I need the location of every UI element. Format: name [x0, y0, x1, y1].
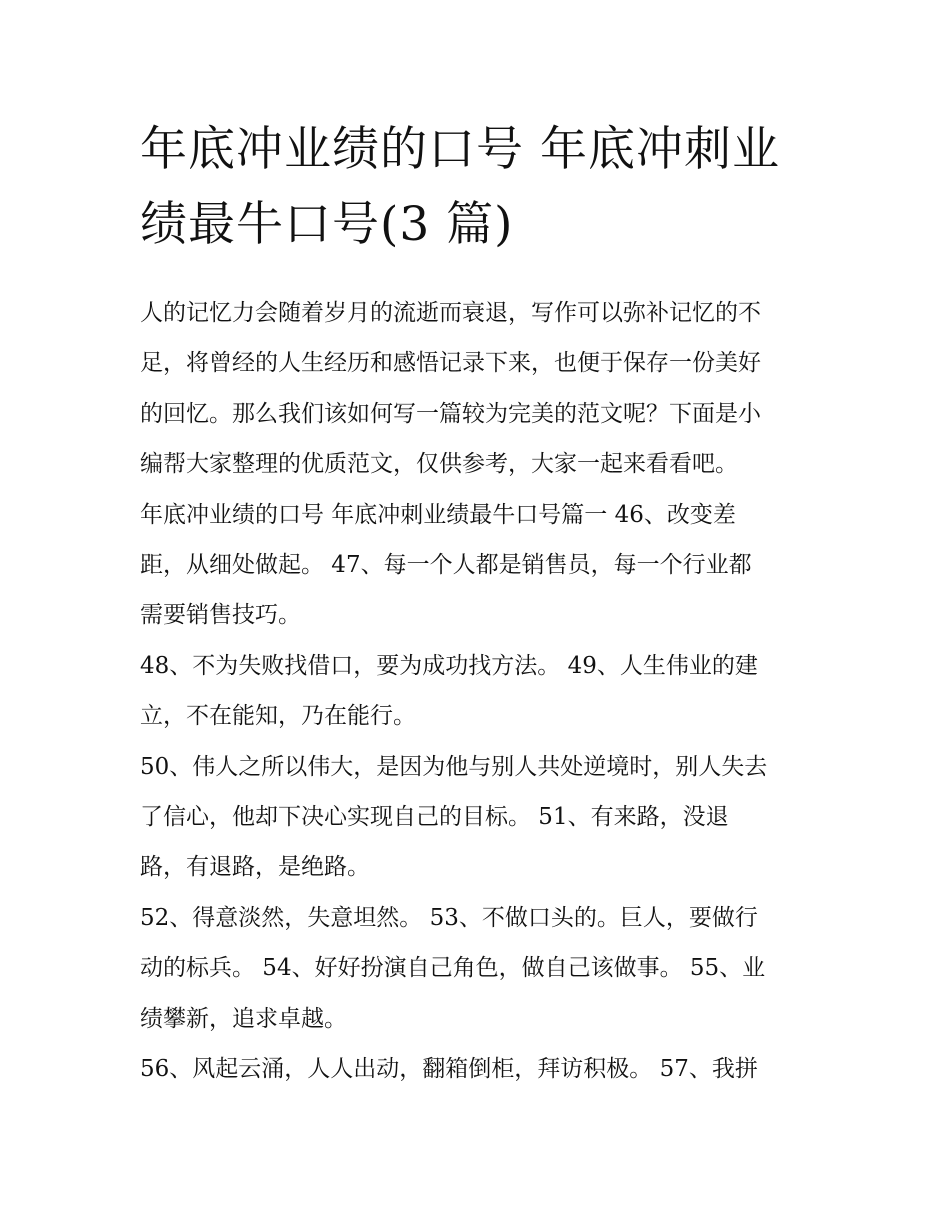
title-line: 年底冲业绩的口号 年底冲刺业: [140, 122, 780, 177]
text-line: 人的记忆力会随着岁月的流逝而衰退，写作可以弥补记忆的不: [140, 300, 761, 326]
document-body: [140, 288, 812, 1095]
document-title: [140, 112, 812, 262]
slogan-paragraph: [140, 1044, 812, 1094]
document-page: [140, 112, 812, 1095]
text-line: 52、得意淡然，失意坦然。 53、不做口头的。巨人，要做行: [140, 904, 758, 931]
text-line: 的回忆。那么我们该如何写一篇较为完美的范文呢？下面是小: [140, 400, 761, 427]
intro-paragraph: [140, 288, 812, 490]
slogan-paragraph: [140, 490, 812, 641]
text-line: 距，从细处做起。 47、每一个人都是销售员，每一个行业都: [140, 552, 752, 579]
slogan-paragraph: [140, 742, 812, 893]
text-line: 50、伟人之所以伟大，是因为他与别人共处逆境时，别人失去: [140, 753, 768, 780]
slogan-paragraph: [140, 641, 812, 742]
text-line: 年底冲业绩的口号 年底冲刺业绩最牛口号篇一 46、改变差: [140, 501, 736, 528]
text-line: 动的标兵。 54、好好扮演自己角色，做自己该做事。 55、业: [140, 955, 766, 982]
text-line: 编帮大家整理的优质范文，仅供参考，大家一起来看看吧。: [140, 451, 738, 478]
text-line: 需要销售技巧。: [140, 602, 301, 629]
text-line: 了信心，他却下决心实现自己的目标。 51、有来路，没退: [140, 804, 729, 831]
slogan-paragraph: [140, 893, 812, 1044]
text-line: 48、不为失败找借口，要为成功找方法。 49、人生伟业的建: [140, 652, 758, 679]
text-line: 立，不在能知，乃在能行。: [140, 703, 416, 730]
text-line: 足，将曾经的人生经历和感悟记录下来，也便于保存一份美好: [140, 350, 761, 377]
title-line: 绩最牛口号(3 篇): [140, 197, 514, 252]
text-line: 绩攀新，追求卓越。: [140, 1005, 347, 1032]
text-line: 56、风起云涌，人人出动，翻箱倒柜，拜访积极。 57、我拼: [140, 1056, 758, 1083]
text-line: 路，有退路，是绝路。: [140, 854, 370, 881]
